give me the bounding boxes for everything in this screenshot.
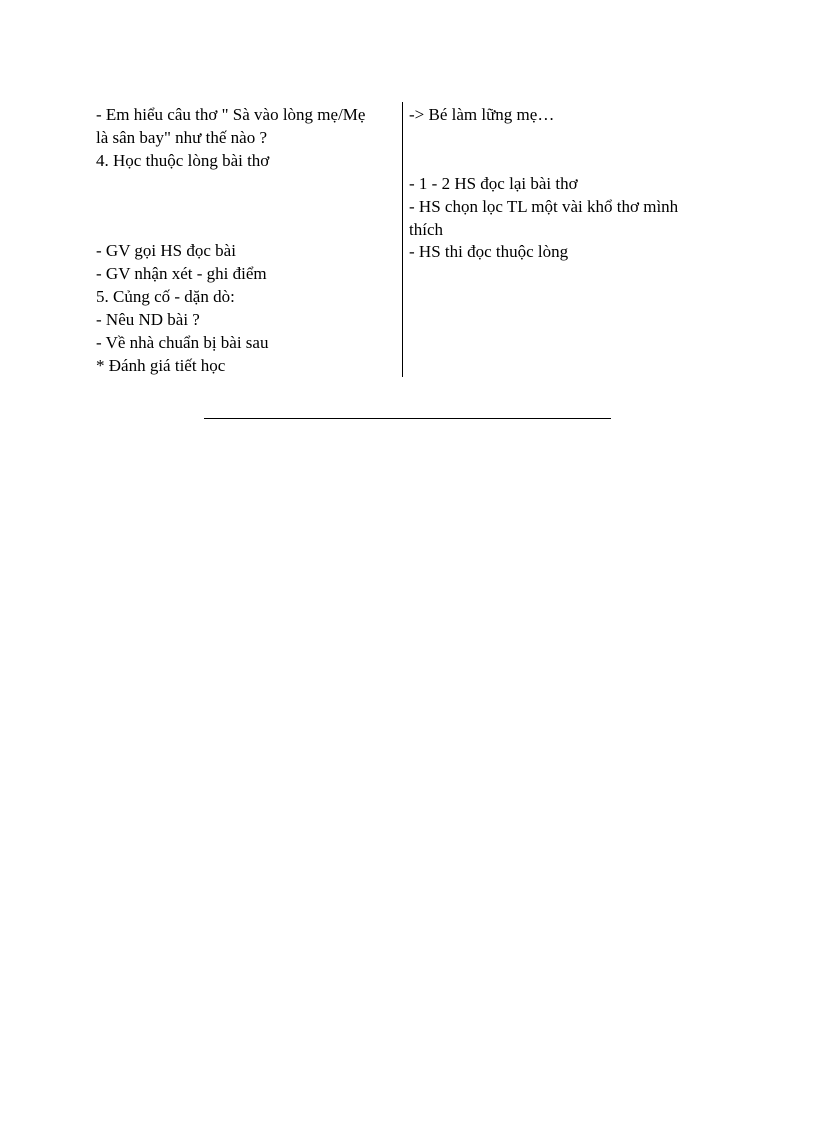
left-line-9: * Đánh giá tiết học [96, 356, 226, 375]
right-line-4: thích [409, 220, 443, 239]
column-divider [402, 102, 403, 377]
left-line-7: - Nêu ND bài ? [96, 310, 200, 329]
right-line-5: - HS thi đọc thuộc lòng [409, 242, 569, 261]
left-heading-review: 5. Củng cố - dặn dò: [96, 287, 235, 306]
right-line-2: - 1 - 2 HS đọc lại bài thơ [409, 174, 578, 193]
left-line-4: - GV gọi HS đọc bài [96, 241, 236, 260]
left-line-8: - Về nhà chuẩn bị bài sau [96, 333, 269, 352]
right-line-1: -> Bé làm lững mẹ… [409, 105, 555, 124]
section-end-rule [204, 418, 611, 419]
left-line-5: - GV nhận xét - ghi điểm [96, 264, 267, 283]
left-line-2: là sân bay" như thế nào ? [96, 128, 267, 147]
left-heading-memorize: 4. Học thuộc lòng bài thơ [96, 151, 270, 170]
right-line-3: - HS chọn lọc TL một vài khổ thơ mình [409, 197, 679, 216]
left-line-1: - Em hiểu câu thơ " Sà vào lòng mẹ/Mẹ [96, 105, 366, 124]
